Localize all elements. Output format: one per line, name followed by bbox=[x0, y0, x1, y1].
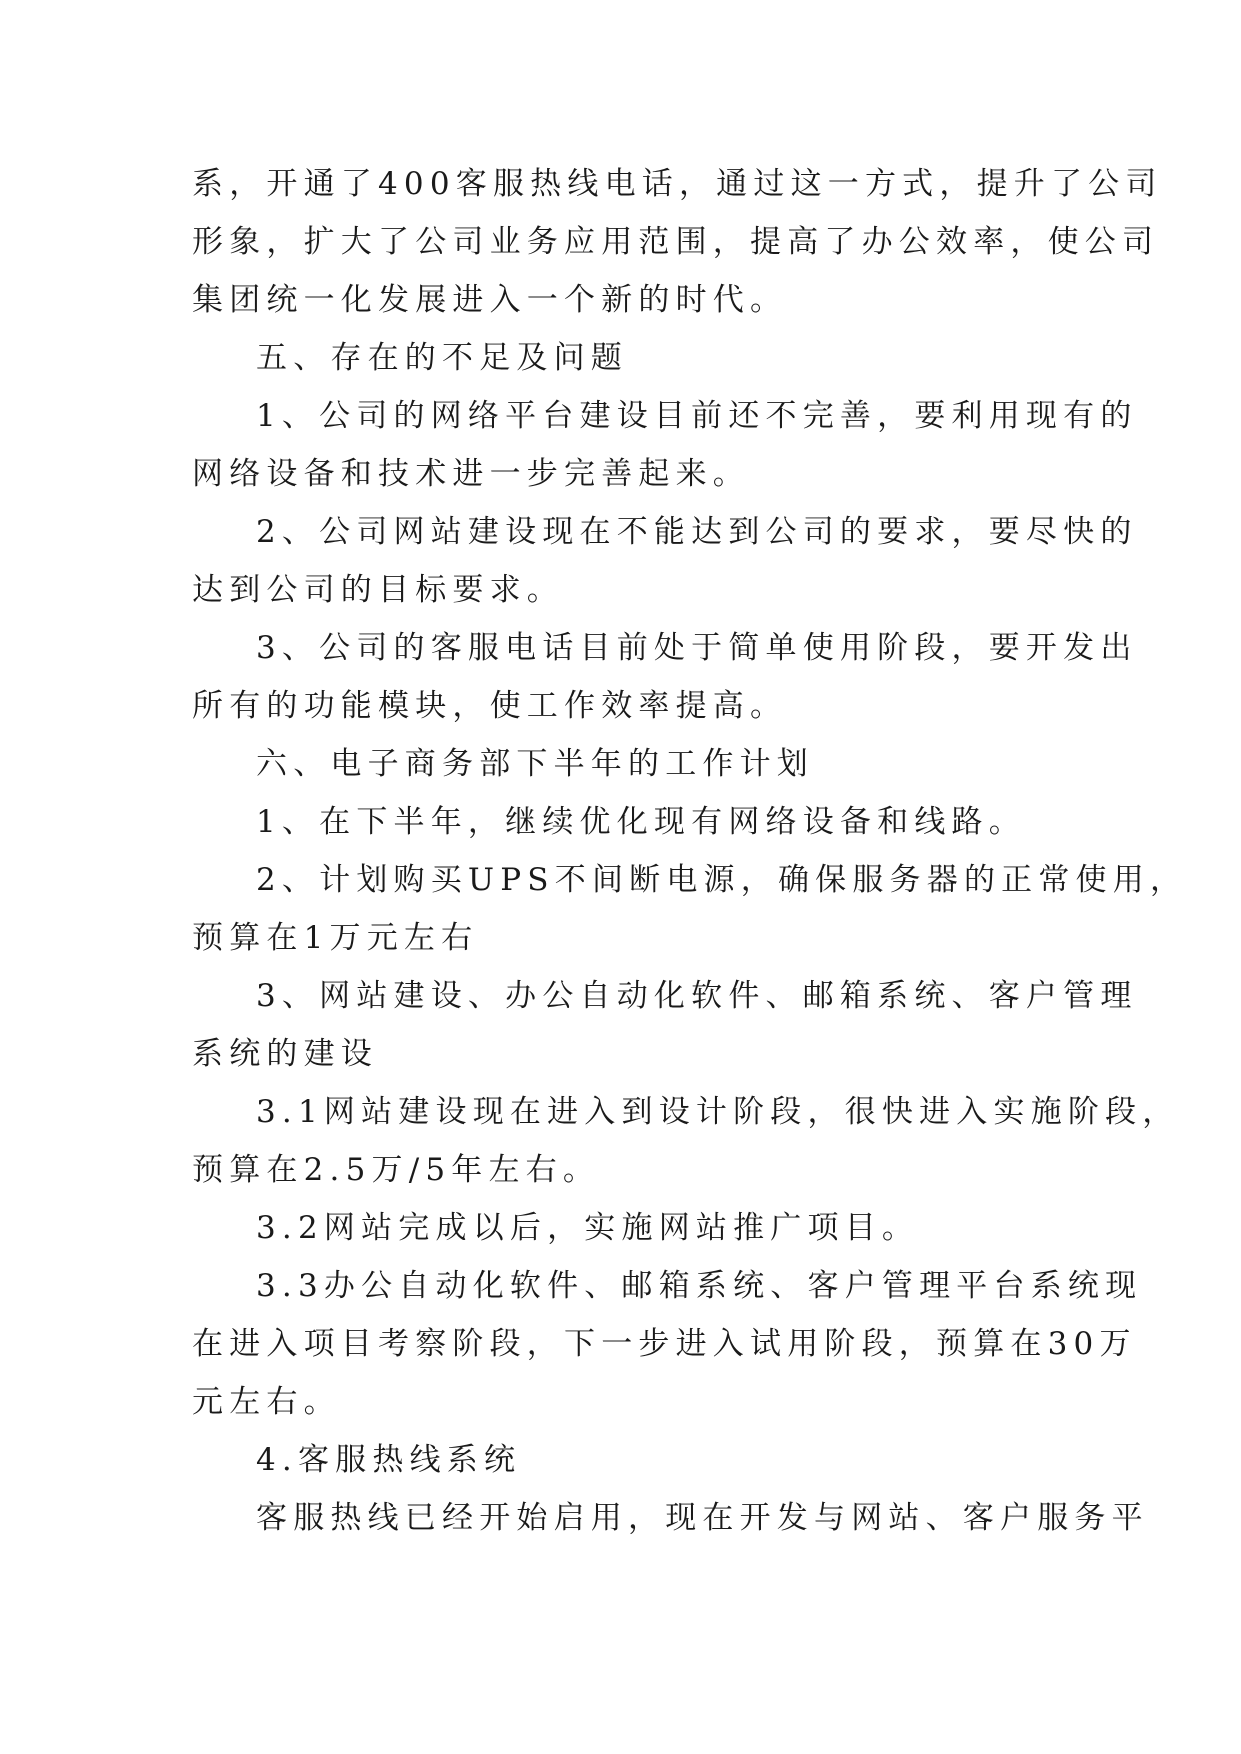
section-heading: 六、电子商务部下半年的工作计划 bbox=[256, 746, 814, 782]
text-line: 3、公司的客服电话目前处于简单使用阶段，要开发出 bbox=[256, 630, 1138, 666]
text-line: 元左右。 bbox=[192, 1384, 341, 1420]
text-line: 预算在1万元左右 bbox=[192, 920, 479, 956]
document-body bbox=[192, 155, 1188, 1547]
section-heading: 五、存在的不足及问题 bbox=[256, 340, 628, 376]
text-line: 3.1网站建设现在进入到设计阶段，很快进入实施阶段， bbox=[256, 1094, 1180, 1130]
text-line: 客服热线已经开始启用，现在开发与网站、客户服务平 bbox=[256, 1500, 1149, 1536]
text-line: 集团统一化发展进入一个新的时代。 bbox=[192, 282, 788, 318]
text-line: 达到公司的目标要求。 bbox=[192, 572, 564, 608]
text-line: 系统的建设 bbox=[192, 1036, 378, 1072]
text-line: 网络设备和技术进一步完善起来。 bbox=[192, 456, 750, 492]
text-line: 系，开通了400客服热线电话，通过这一方式，提升了公司 bbox=[192, 166, 1163, 202]
text-line: 预算在2.5万/5年左右。 bbox=[192, 1152, 601, 1188]
text-line: 1、公司的网络平台建设目前还不完善，要利用现有的 bbox=[256, 398, 1138, 434]
text-line: 3、网站建设、办公自动化软件、邮箱系统、客户管理 bbox=[256, 978, 1138, 1014]
text-line: 形象，扩大了公司业务应用范围，提高了办公效率，使公司 bbox=[192, 224, 1160, 260]
text-line: 3.2网站完成以后，实施网站推广项目。 bbox=[256, 1210, 920, 1246]
text-line: 2、计划购买UPS不间断电源，确保服务器的正常使用， bbox=[256, 862, 1188, 898]
section-heading: 4.客服热线系统 bbox=[256, 1442, 522, 1478]
text-line: 3.3办公自动化软件、邮箱系统、客户管理平台系统现 bbox=[256, 1268, 1143, 1304]
text-line: 在进入项目考察阶段，下一步进入试用阶段，预算在30万 bbox=[192, 1326, 1137, 1362]
text-line: 2、公司网站建设现在不能达到公司的要求，要尽快的 bbox=[256, 514, 1138, 550]
text-line: 所有的功能模块，使工作效率提高。 bbox=[192, 688, 788, 724]
text-line: 1、在下半年，继续优化现有网络设备和线路。 bbox=[256, 804, 1026, 840]
